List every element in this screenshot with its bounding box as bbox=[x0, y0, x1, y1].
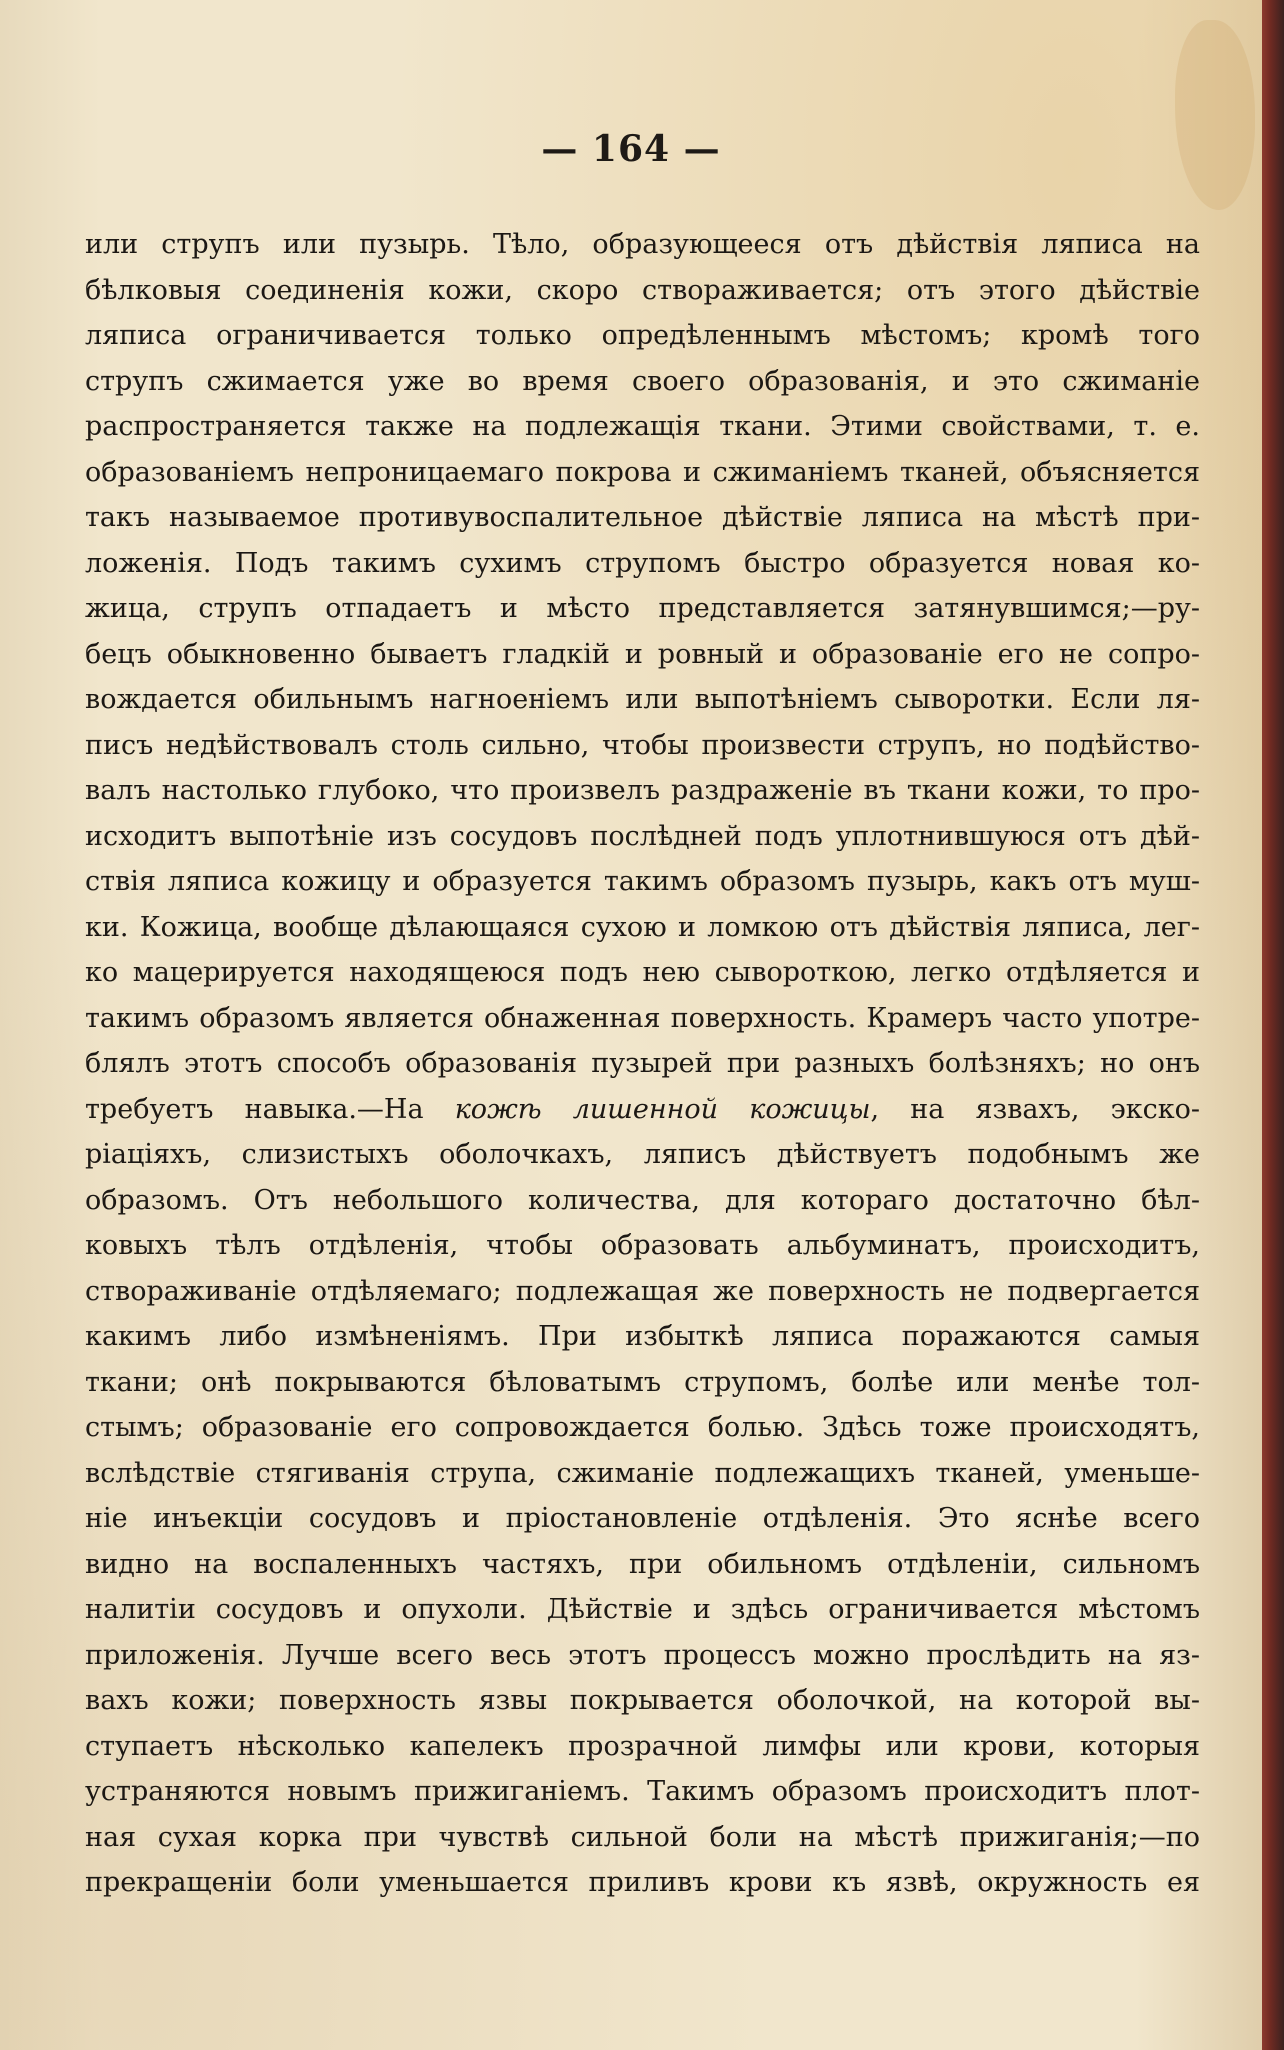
text-span: , на язвахъ, экско- bbox=[870, 1093, 1200, 1125]
text-line: налитіи сосудовъ и опухоли. Дѣйствіе и здѣсь ограничивается мѣстомъ bbox=[85, 1594, 1200, 1625]
text-line: образованіемъ непроницаемаго покрова и сжиманіемъ тканей, объясняется bbox=[85, 456, 1200, 488]
paper-stain bbox=[1175, 20, 1255, 210]
text-line: или струпъ или пузырь. Тѣло, образующееся отъ дѣйствія ляписа на bbox=[85, 229, 1200, 260]
text-line: приложенія. Лучше всего весь этотъ процессъ можно прослѣдить на яз- bbox=[85, 1639, 1200, 1671]
text-line: устраняются новымъ прижиганіемъ. Такимъ образомъ происходитъ плот- bbox=[85, 1776, 1200, 1807]
text-line: жица, струпъ отпадаетъ и мѣсто представляется затянувшимся;—ру- bbox=[85, 593, 1200, 624]
text-line: писъ недѣйствовалъ столь сильно, чтобы произвести струпъ, но подѣйство- bbox=[85, 729, 1200, 761]
text-line: какимъ либо измѣненіямъ. При избыткѣ ляписа поражаются самыя bbox=[85, 1321, 1200, 1352]
text-line: ріаціяхъ, слизистыхъ оболочкахъ, ляписъ дѣйствуетъ подобнымъ же bbox=[85, 1139, 1200, 1170]
text-line: струпъ сжимается уже во время своего образованія, и это сжиманіе bbox=[85, 365, 1200, 397]
text-line: вождается обильнымъ нагноеніемъ или выпотѣніемъ сыворотки. Если ля- bbox=[85, 684, 1200, 715]
text-line: ная сухая корка при чувствѣ сильной боли на мѣстѣ прижиганія;—по bbox=[85, 1821, 1200, 1853]
text-line: вслѣдствіе стягиванія струпа, сжиманіе подлежащихъ тканей, уменьше- bbox=[85, 1457, 1200, 1489]
text-line: ніе инъекціи сосудовъ и пріостановленіе отдѣленія. Это яснѣе всего bbox=[85, 1503, 1200, 1534]
text-line: бецъ обыкновенно бываетъ гладкій и ровный и образованіе его не сопро- bbox=[85, 638, 1200, 670]
text-line: ткани; онѣ покрываются бѣловатымъ струпомъ, болѣе или менѣе тол- bbox=[85, 1366, 1200, 1398]
text-line: бѣлковыя соединенія кожи, скоро створаживается; отъ этого дѣйствіе bbox=[85, 274, 1200, 306]
text-line: блялъ этотъ способъ образованія пузырей при разныхъ болѣзняхъ; но онъ bbox=[85, 1048, 1200, 1079]
text-span: требуетъ навыка.—На bbox=[85, 1093, 455, 1125]
text-line-with-italic bbox=[85, 1087, 1200, 1133]
text-line: видно на воспаленныхъ частяхъ, при обильномъ отдѣленіи, сильномъ bbox=[85, 1548, 1200, 1580]
text-line: валъ настолько глубоко, что произвелъ раздраженіе въ ткани кожи, то про- bbox=[85, 775, 1200, 806]
text-line: ступаетъ нѣсколько капелекъ прозрачной лимфы или крови, которыя bbox=[85, 1730, 1200, 1762]
text-line: ложенія. Подъ такимъ сухимъ струпомъ быстро образуется новая ко- bbox=[85, 547, 1200, 579]
text-line: прекращеніи боли уменьшается приливъ крови къ язвѣ, окружность ея bbox=[85, 1867, 1200, 1898]
italic-phrase: кожѣ лишенной кожицы bbox=[454, 1093, 871, 1125]
text-line: распространяется также на подлежащія ткани. Этими свойствами, т. е. bbox=[85, 411, 1200, 442]
text-line: ковыхъ тѣлъ отдѣленія, чтобы образовать альбуминатъ, происходитъ, bbox=[85, 1230, 1200, 1261]
body-text bbox=[85, 222, 1200, 1906]
text-line: ляписа ограничивается только опредѣленнымъ мѣстомъ; кромѣ того bbox=[85, 320, 1200, 351]
text-line: вахъ кожи; поверхность язвы покрывается оболочкой, на которой вы- bbox=[85, 1685, 1200, 1716]
text-line: створаживаніе отдѣляемаго; подлежащая же поверхность не подвергается bbox=[85, 1275, 1200, 1307]
book-binding-edge bbox=[1262, 0, 1284, 2050]
text-line: образомъ. Отъ небольшого количества, для котораго достаточно бѣл- bbox=[85, 1184, 1200, 1216]
text-line: такъ называемое противувоспалительное дѣйствіе ляписа на мѣстѣ при- bbox=[85, 502, 1200, 533]
text-line: ствія ляписа кожицу и образуется такимъ образомъ пузырь, какъ отъ муш- bbox=[85, 866, 1200, 897]
text-line: ки. Кожица, вообще дѣлающаяся сухою и ломкою отъ дѣйствія ляписа, лег- bbox=[85, 911, 1200, 943]
text-line: такимъ образомъ является обнаженная поверхность. Крамеръ часто употре- bbox=[85, 1002, 1200, 1034]
page-number: — 164 — bbox=[541, 128, 721, 170]
text-line: стымъ; образованіе его сопровождается болью. Здѣсь тоже происходятъ, bbox=[85, 1412, 1200, 1443]
text-line: ко мацерируется находящеюся подъ нею сывороткою, легко отдѣляется и bbox=[85, 957, 1200, 988]
text-line: исходитъ выпотѣніе изъ сосудовъ послѣдней подъ уплотнившуюся отъ дѣй- bbox=[85, 820, 1200, 852]
